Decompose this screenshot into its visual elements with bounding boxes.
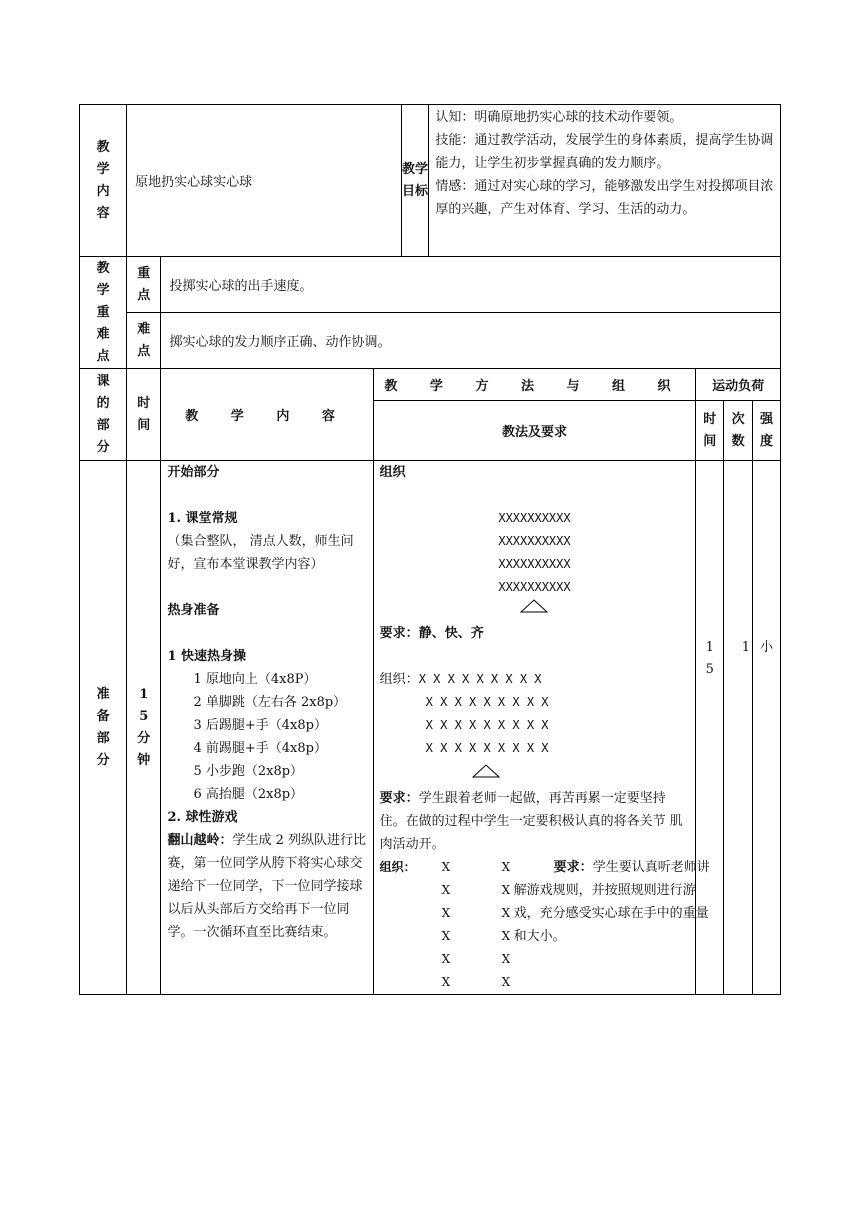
exercise-6: 6 高抬腿（2x8p） [193,787,304,802]
difficult-point-row [80,313,781,369]
label-difficult-point: 难 点 [127,313,161,369]
objective-emotion: 情感：通过对实心球的学习，能够激发出学生对投掷项目浓厚的兴趣，产生对体育、学习、生活的动力。 [435,179,774,217]
requirement-3: 要求：学生要认真听老师讲解游戏规则，并按照规则进行游戏，充分感受实心球在手中的重量和大小。 [513,860,710,944]
org2-row-3: X X X X X X X X X [425,718,549,732]
game-name: 翻山越岭： [167,833,233,848]
objective-cognitive: 认知：明确原地扔实心球的技术动作要领。 [435,110,683,125]
objective-skill: 技能：通过教学活动，发展学生的身体素质，提高学生协调能力，让学生初步掌握真确的发力顺序。 [435,133,774,171]
header-load: 运动负荷 [696,369,781,401]
label-objectives: 教学 目标 [401,105,429,257]
header-part: 课 的 部 分 [80,369,127,461]
header-row-1 [80,369,781,401]
key-point-row [80,257,781,313]
prep-content [161,461,373,995]
prep-load-count: 1 [724,461,753,995]
start-part-title: 开始部分 [167,465,220,480]
prep-load-intensity: 小 [753,461,781,995]
formation-row-2: XXXXXXXXXX [498,534,571,548]
org2-row-4: X X X X X X X X X [425,741,549,755]
prep-part-label: 准 备 部 分 [80,461,127,995]
warmup-title: 热身准备 [167,603,220,618]
header-method: 教 学 方 法 与 组 织 [373,369,696,401]
prep-load-time: 1 5 [696,461,724,995]
header-load-count: 次 数 [724,401,753,461]
objectives-text [429,105,781,257]
label-key-point: 重 点 [127,257,161,313]
teacher-triangle-icon-2 [380,764,690,787]
exercise-4: 4 前踢腿+手（4x8p） [193,741,327,756]
exercise-3: 3 后踢腿+手（4x8p） [193,718,327,733]
requirement-2: 要求：学生跟着老师一起做，再苦再累一定要坚持住。在做的过程中学生一定要积极认真的将各关节 肌肉活动开。 [379,791,683,852]
game-text: 学生成 2 列纵队进行比赛，第一位同学从胯下将实心球交递给下一位同学，下一位同学接球以后从头部后方交给再下一位同学。一次循环直至比赛结束。 [167,833,367,940]
game-title: 2. 球性游戏 [167,810,238,825]
game-organization: 组织： X X X X X X X X X X X X 要求：学生要认真听老师讲解游戏规则，并按照规则进行游戏，充分感受实心球在手中的重量和大小。 [380,856,690,994]
exercise-5: 5 小步跑（2x8p） [193,764,304,779]
header-content: 教 学 内 容 [161,369,373,461]
prep-row [80,461,781,995]
formation-row-1: XXXXXXXXXX [498,511,571,525]
requirement-1: 要求：静、快、齐 [379,626,484,641]
difficult-point-text: 掷实心球的发力顺序正确、动作协调。 [161,313,781,369]
header-load-intensity: 强 度 [753,401,781,461]
label-teaching-content: 教 学 内 容 [80,105,127,257]
exercise-title: 1 快速热身操 [167,649,247,664]
lesson-title: 原地扔实心球实心球 [127,105,401,257]
exercise-1: 1 原地向上（4x8P） [193,672,317,687]
key-point-text: 投掷实心球的出手速度。 [161,257,781,313]
header-load-time: 时 间 [696,401,724,461]
org-title: 组织 [379,465,406,480]
label-key-difficult: 教 学 重 难 点 [80,257,127,369]
game-description [167,829,366,944]
exercise-2: 2 单脚跳（左右各 2x8p） [193,695,347,710]
content-row [80,105,781,257]
org2-row-2: X X X X X X X X X [425,695,549,709]
routine-text: （集合整队， 清点人数，师生问好，宣布本堂课教学内容） [167,534,354,572]
formation-row-3: XXXXXXXXXX [498,557,571,571]
formation-row-4: XXXXXXXXXX [498,580,571,594]
teacher-triangle-icon-1 [380,599,690,622]
header-method-sub: 教法及要求 [373,401,696,461]
org3-label: 组织： [379,860,416,874]
org2-row-1: 组织：X X X X X X X X X [379,672,542,687]
routine-title: 1. 课堂常规 [167,511,238,526]
lesson-plan-table [79,104,781,995]
header-time: 时 间 [127,369,161,461]
prep-time-label: 1 5 分 钟 [127,461,161,995]
